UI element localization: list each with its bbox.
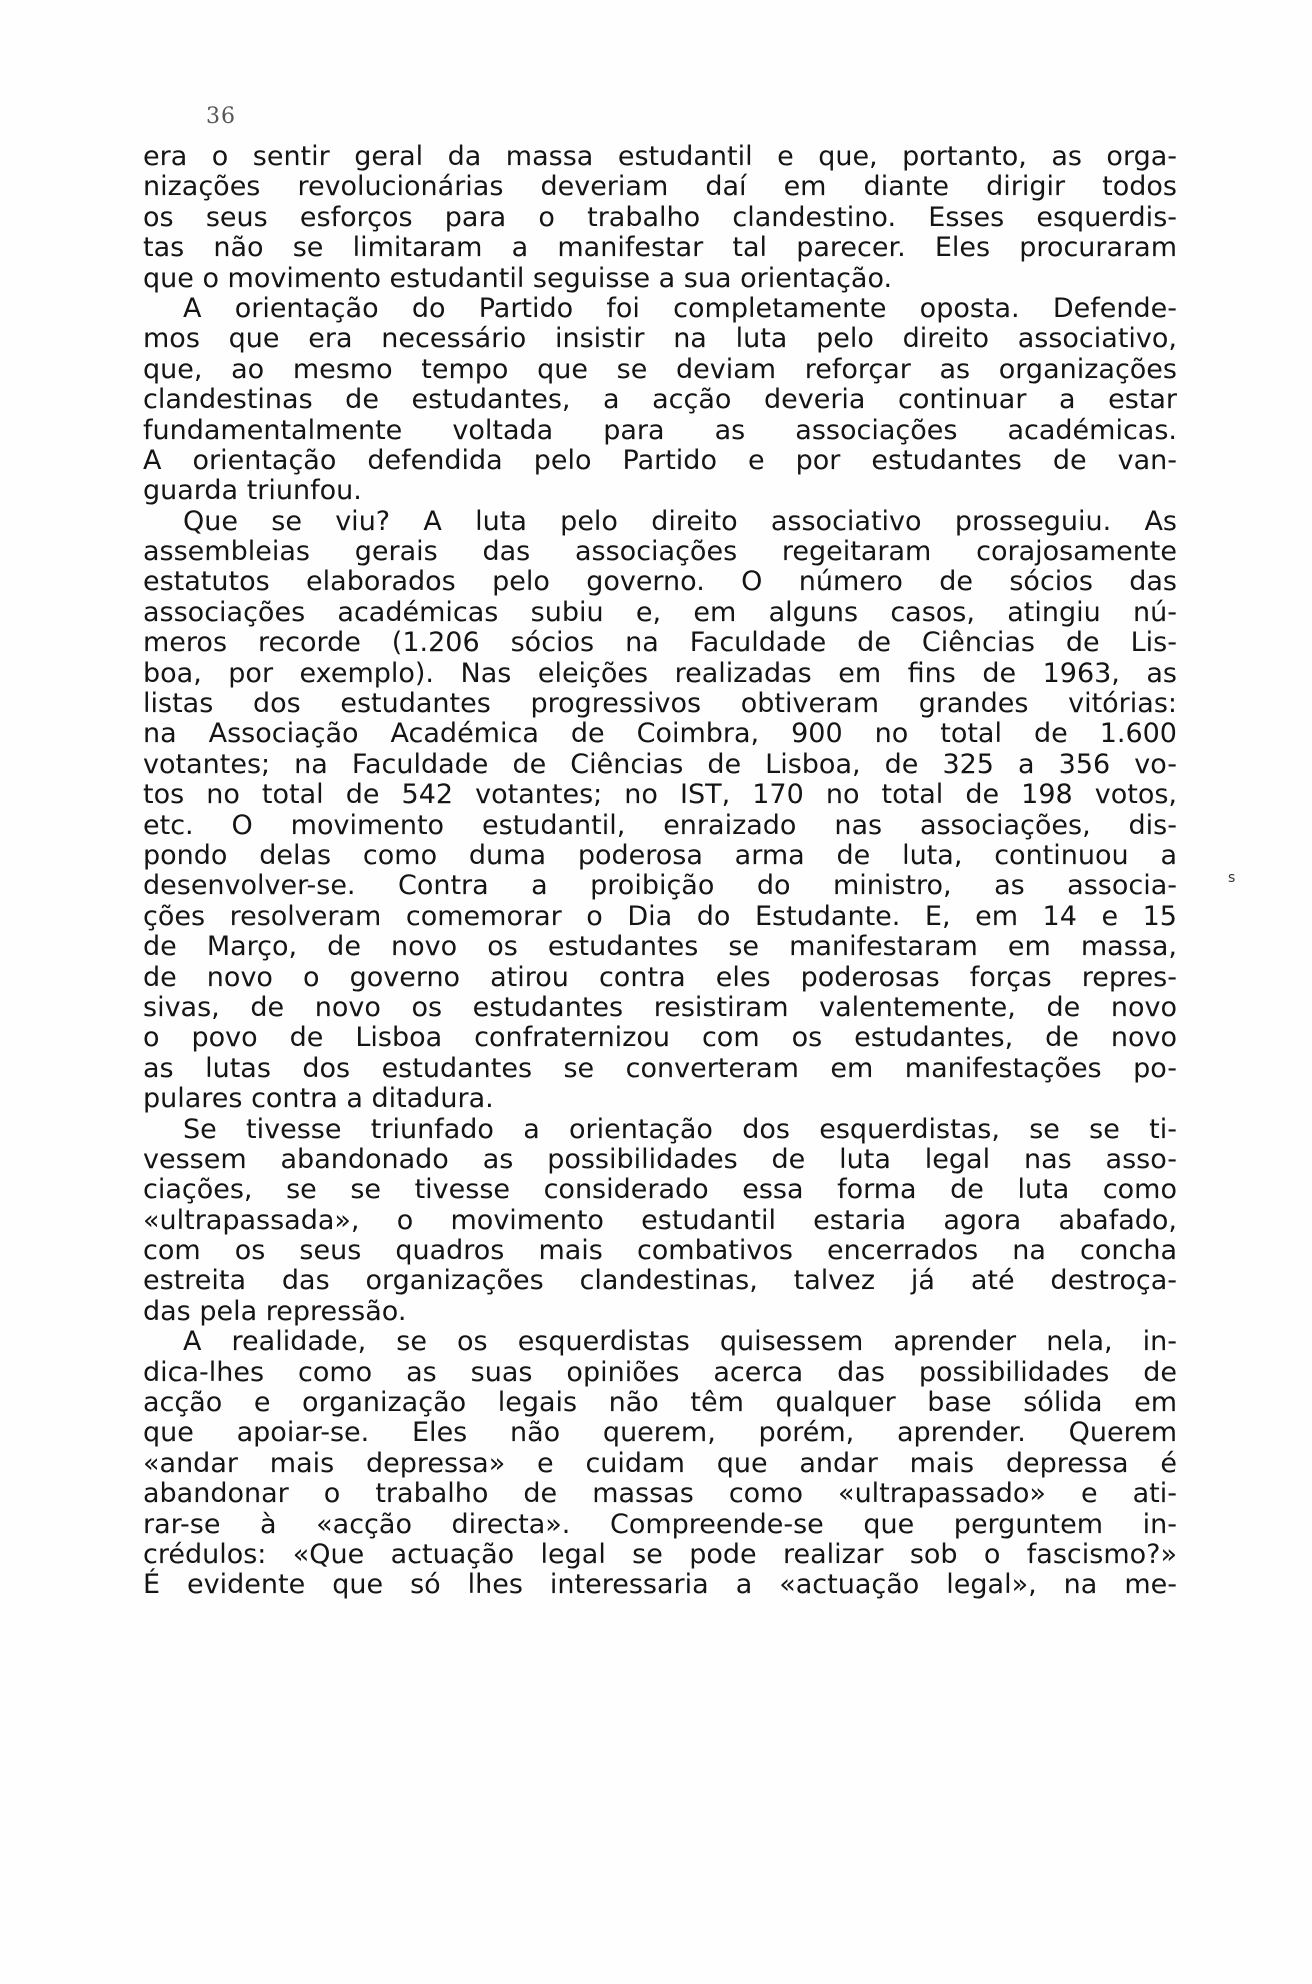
- text-line: assembleias gerais das associações regeitaram corajosamente: [143, 536, 1177, 568]
- text-line: votantes; na Faculdade de Ciências de Lisboa, de 325 a 356 vo-: [143, 748, 1177, 780]
- text-line: de novo o governo atirou contra eles poderosas forças repres-: [143, 961, 1177, 993]
- text-line: ciações, se se tivesse considerado essa forma de luta como: [143, 1174, 1177, 1206]
- text-line: clandestinas de estudantes, a acção deveria continuar a estar: [143, 384, 1177, 416]
- text-line: estatutos elaborados pelo governo. O número de sócios das: [143, 566, 1177, 598]
- text-line: tos no total de 542 votantes; no IST, 170 no total de 198 votos,: [143, 779, 1177, 811]
- text-line: sivas, de novo os estudantes resistiram valentemente, de novo: [143, 991, 1177, 1023]
- text-line: com os seus quadros mais combativos encerrados na concha: [143, 1235, 1177, 1267]
- page-number: 36: [206, 104, 236, 129]
- text-line: as lutas dos estudantes se converteram em manifestações po-: [143, 1052, 1177, 1084]
- text-line: estreita das organizações clandestinas, talvez já até destroça-: [143, 1265, 1177, 1297]
- text-line: pulares contra a ditadura.: [143, 1083, 494, 1115]
- text-line: vessem abandonado as possibilidades de luta legal nas asso-: [143, 1143, 1177, 1175]
- text-line: nizações revolucionárias deveriam daí em diante dirigir todos: [143, 171, 1177, 203]
- text-line: das pela repressão.: [143, 1295, 407, 1327]
- text-line: É evidente que só lhes interessaria a «actuação legal», na me-: [143, 1569, 1177, 1601]
- text-line: meros recorde (1.206 sócios na Faculdade de Ciências de Lis-: [143, 627, 1177, 659]
- text-line: era o sentir geral da massa estudantil e que, portanto, as orga-: [143, 141, 1177, 172]
- text-line: boa, por exemplo). Nas eleições realizadas em fins de 1963, as: [143, 657, 1177, 689]
- text-line: etc. O movimento estudantil, enraizado nas associações, dis-: [143, 809, 1177, 841]
- text-line: dica-lhes como as suas opiniões acerca das possibilidades de: [143, 1356, 1177, 1388]
- text-line: pondo delas como duma poderosa arma de luta, continuou a: [143, 839, 1177, 871]
- body-text: [143, 142, 1177, 1601]
- text-line: «ultrapassada», o movimento estudantil estaria agora abafado,: [143, 1204, 1177, 1236]
- text-line: crédulos: «Que actuação legal se pode realizar sob o fascismo?»: [143, 1538, 1177, 1570]
- paragraph-start-line: A realidade, se os esquerdistas quisessem aprender nela, in-: [183, 1326, 1177, 1358]
- text-line: tas não se limitaram a manifestar tal parecer. Eles procuraram: [143, 232, 1177, 264]
- text-line: na Associação Académica de Coimbra, 900 no total de 1.600: [143, 718, 1177, 750]
- text-line: abandonar o trabalho de massas como «ultrapassado» e ati-: [143, 1478, 1177, 1510]
- text-line: fundamentalmente voltada para as associações académicas.: [143, 414, 1177, 446]
- text-line: associações académicas subiu e, em alguns casos, atingiu nú-: [143, 596, 1177, 628]
- text-line: de Março, de novo os estudantes se manifestaram em massa,: [143, 931, 1177, 963]
- text-line: A orientação defendida pelo Partido e por estudantes de van-: [143, 444, 1177, 476]
- text-line: mos que era necessário insistir na luta pelo direito associativo,: [143, 323, 1177, 355]
- paragraph-start-line: Que se viu? A luta pelo direito associativo prosseguiu. As: [183, 505, 1177, 537]
- text-line: rar-se à «acção directa». Compreende-se que perguntem in-: [143, 1508, 1177, 1540]
- text-line: acção e organização legais não têm qualquer base sólida em: [143, 1387, 1177, 1419]
- text-line: que, ao mesmo tempo que se deviam reforçar as organizações: [143, 353, 1177, 385]
- paragraph-start-line: Se tivesse triunfado a orientação dos esquerdistas, se se ti-: [183, 1113, 1177, 1145]
- margin-mark: s: [1228, 870, 1236, 886]
- text-line: os seus esforços para o trabalho clandestino. Esses esquerdis-: [143, 201, 1177, 233]
- text-line: que apoiar-se. Eles não querem, porém, aprender. Querem: [143, 1417, 1177, 1449]
- text-line: desenvolver-se. Contra a proibição do ministro, as associa-: [143, 870, 1177, 902]
- text-line: que o movimento estudantil seguisse a sua orientação.: [143, 262, 893, 294]
- text-line: guarda triunfou.: [143, 475, 362, 507]
- text-line: o povo de Lisboa confraternizou com os estudantes, de novo: [143, 1022, 1177, 1054]
- text-line: ções resolveram comemorar o Dia do Estudante. E, em 14 e 15: [143, 900, 1177, 932]
- text-line: «andar mais depressa» e cuidam que andar mais depressa é: [143, 1447, 1177, 1479]
- paragraph-start-line: A orientação do Partido foi completamente oposta. Defende-: [183, 292, 1177, 324]
- text-line: listas dos estudantes progressivos obtiveram grandes vitórias:: [143, 688, 1177, 720]
